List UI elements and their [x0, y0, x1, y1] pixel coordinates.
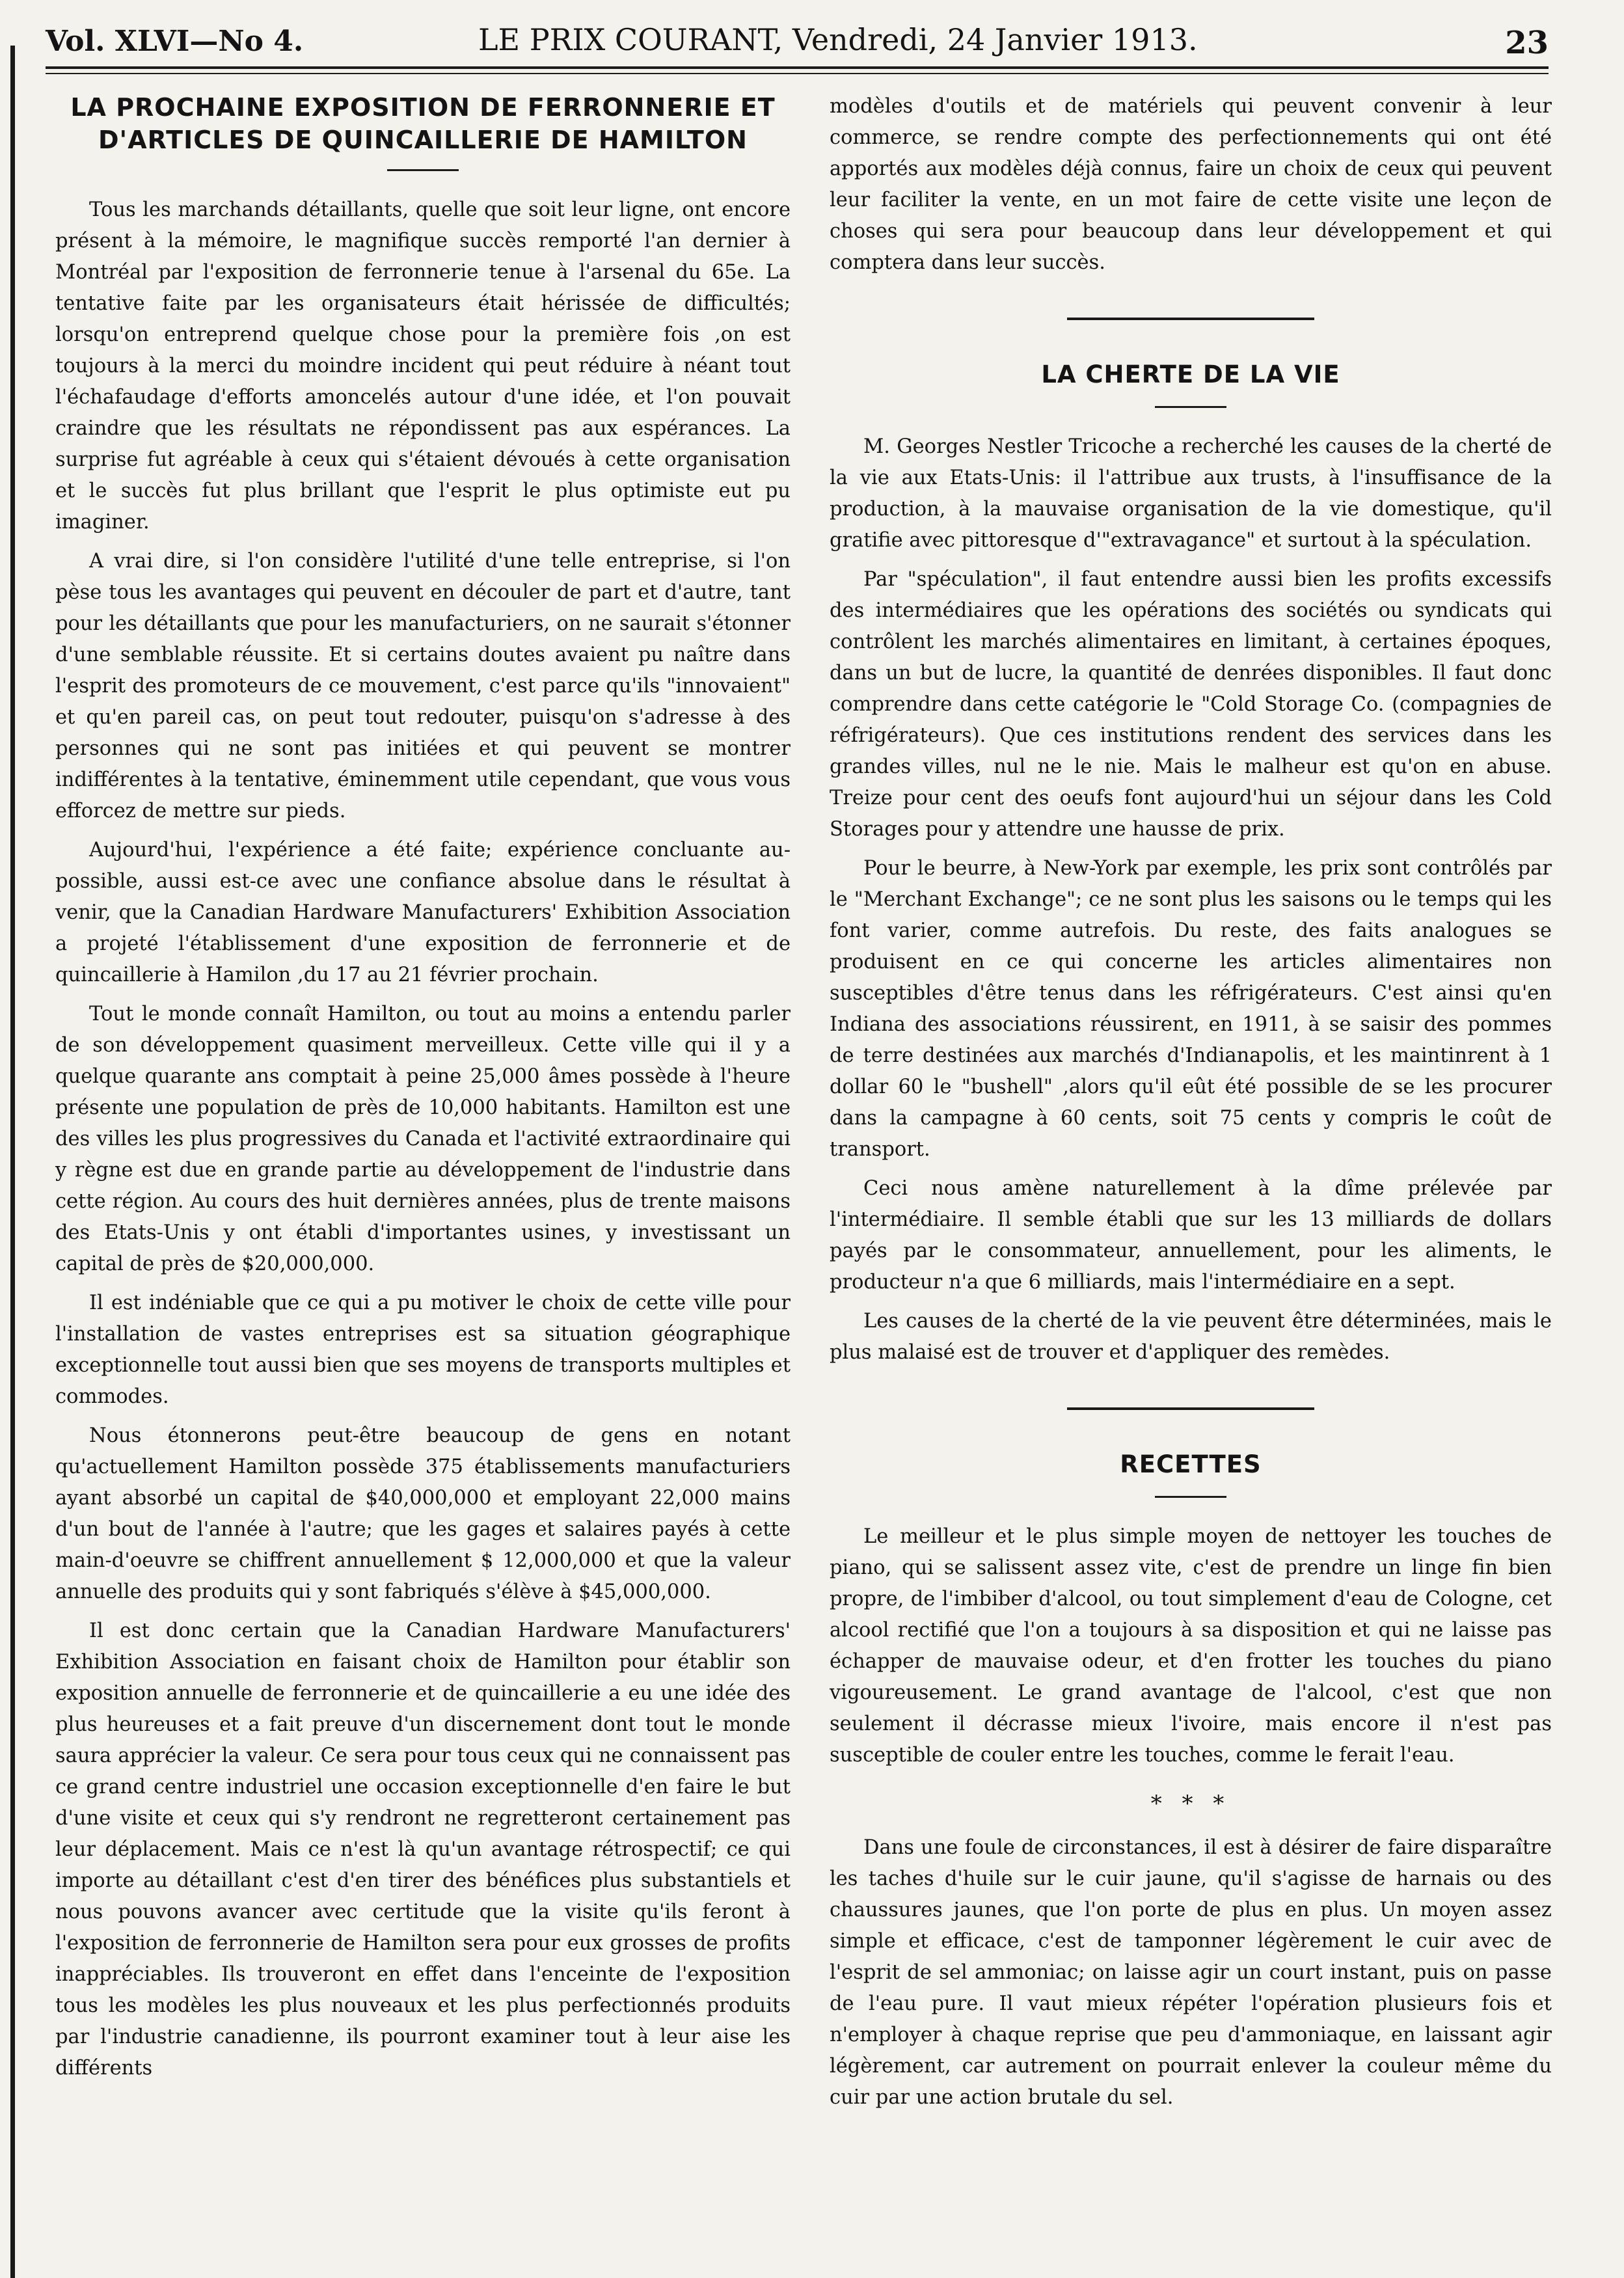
- article-cherte-title: LA CHERTE DE LA VIE: [1041, 360, 1340, 388]
- article-paragraph: Nous étonnerons peut-être beaucoup de gens en notant qu'actuellement Hamilton possède 375 établissements manufacturiers ayant absorbé un capital de $40,000,000 et employant 22,000 mains d'un bout de l'année à l'autre; que les gages et salaires payés à cette main-d'oeuvre se chiffrent annuellement $ 12,000,000 et que la valeur annuelle des produits qui y sont fabriqués s'élève à $45,000,000.: [55, 1424, 791, 1603]
- left-column: [55, 91, 791, 2092]
- section-divider: [1067, 318, 1314, 320]
- article-paragraph: Le meilleur et le plus simple moyen de nettoyer les touches de piano, qui se salissent assez vite, c'est de prendre un linge fin bien propre, de l'imbiber d'alcool, ou tout simplement d'eau de Cologne, cet alcool rectifié que l'on a toujours à sa disposition et qui ne laisse pas échapper de mauvaise odeur, et d'en frotter les touches du piano vigoureusement. Le grand avantage de l'alcool, c'est que non seulement il décrasse mieux l'ivoire, mais encore il n'est pas susceptible de couler entre les touches, comme le ferait l'eau.: [830, 1525, 1552, 1767]
- article-paragraph: Aujourd'hui, l'expérience a été faite; expérience concluante au-possible, aussi est-ce avec une confiance absolue dans le résultat à venir, que la Canadian Hardware Manufacturers' Exhibition Association a projeté l'établissement d'une exposition de ferronnerie et de quincaillerie à Hamilon ,du 17 au 21 février prochain.: [55, 839, 791, 986]
- article-paragraph: Ceci nous amène naturellement à la dîme prélevée par l'intermédiaire. Il semble établi que sur les 13 milliards de dollars payés par le consommateur, annuellement, pour les aliments, le producteur n'a que 6 milliards, mais l'intermédiaire en a sept.: [830, 1177, 1552, 1294]
- article-paragraph: Dans une foule de circonstances, il est à désirer de faire disparaître les taches d'huile sur le cuir jaune, qu'il s'agisse de harnais ou des chaussures jaunes, que l'on porte de plus en plus. Un moyen assez simple et efficace, c'est de tamponner légèrement le cuir avec de l'esprit de sel ammoniac; on laisse agir un court instant, puis on passe de l'eau pure. Il vaut mieux répéter l'opération plusieurs fois et n'employer à chaque reprise que peu d'ammoniaque, en laissant agir légèrement, car autrement on pourrait enlever la couleur même du cuir par une action brutale du sel.: [830, 1836, 1552, 2109]
- page-edge-rule: [10, 46, 15, 2278]
- title-rule: [1155, 406, 1226, 408]
- article-recettes-title: RECETTES: [1120, 1450, 1262, 1478]
- volume-number: Vol. XLVI—No 4.: [46, 25, 304, 58]
- article-paragraph: Il est indéniable que ce qui a pu motiver le choix de cette ville pour l'installation de vastes entreprises est sa situation géographique exceptionnelle tout aussi bien que ses moyens de transports multiples et commodes.: [55, 1292, 791, 1408]
- title-rule: [387, 169, 459, 171]
- article-paragraph: Il est donc certain que la Canadian Hardware Manufacturers' Exhibition Association en faisant choix de Hamilton pour établir son exposition annuelle de ferronnerie et de quincaillerie a eu une idée des plus heureuses et a fait preuve d'un discernement dont tout le monde saura apprécier la valeur. Ce sera pour tous ceux qui ne connaissent pas ce grand centre industriel une occasion exceptionnelle d'en faire le but d'une visite et ceux qui s'y rendront ne regretteront certainement pas leur déplacement. Mais ce n'est là qu'un avantage rétrospectif; ce qui importe au détaillant c'est d'en tirer des bénéfices plus substantiels et nous pouvons avancer avec certitude que la visite qu'ils feront à l'exposition de ferronnerie de Hamilton sera pour eux grosses de profits inappréciables. Ils trouveront en effet dans l'enceinte de l'exposition tous les modèles les plus nouveaux et les plus perfectionnés produits par l'industrie canadienne, ils pourront examiner tout à leur aise les différents: [55, 1620, 791, 2080]
- article-paragraph: Tous les marchands détaillants, quelle que soit leur ligne, ont encore présent à la mémoire, le magnifique succès remporté l'an dernier à Montréal par l'exposition de ferronnerie tenue à l'arsenal du 65e. La tentative faite par les organisateurs était hérissée de difficultés; lorsqu'on entreprend quelque chose pour la première fois ,on est toujours à la merci du moindre incident qui peut réduire à néant tout l'échafaudage d'efforts amoncelés autour d'une idée, et l'on pouvait craindre que les résultats ne répondissent pas aux espérances. La surprise fut agréable à ceux qui s'étaient dévoués à cette organisation et le succès fut plus brillant que l'esprit le plus optimiste eut pu imaginer.: [55, 198, 791, 534]
- article-paragraph: Par "spéculation", il faut entendre aussi bien les profits excessifs des intermédiaires que les opérations des sociétés ou syndicats qui contrôlent les marchés alimentaires en limitant, à certaines époques, dans un but de lucre, la quantité de denrées disponibles. Il faut donc comprendre dans cette catégorie le "Cold Storage Co. (compagnies de réfrigérateurs). Que ces institutions rendent des services dans les grandes villes, nul ne le nie. Mais le malheur est qu'on en abuse. Treize pour cent des oeufs font aujourd'hui un séjour dans les Cold Storages pour y attendre une hausse de prix.: [830, 568, 1552, 841]
- masthead: [46, 20, 1549, 65]
- masthead-rule: [46, 66, 1549, 69]
- article-continuation: modèles d'outils et de matériels qui peuvent convenir à leur commerce, se rendre compte des perfectionnements qui ont été apportés aux modèles déjà connus, faire un choix de ceux qui peuvent leur faciliter la vente, en un mot faire de cette visite une leçon de choses qui sera pour beaucoup dans leur développement et qui comptera dans leur succès.: [830, 95, 1552, 274]
- article-paragraph: M. Georges Nestler Tricoche a recherché les causes de la cherté de la vie aux Etats-Unis: il l'attribue aux trusts, à l'insuffisance de la production, à la mauvaise organisation de la vie domestique, qu'il gratifie avec pittoresque d'"extravagance" et surtout à la spéculation.: [830, 435, 1552, 552]
- section-divider: [1067, 1407, 1314, 1410]
- article-hamilton-title: LA PROCHAINE EXPOSITION DE FERRONNERIE ET D'ARTICLES DE QUINCAILLERIE DE HAMILTON: [70, 93, 776, 154]
- newspaper-title: LE PRIX COURANT, Vendredi, 24 Janvier 1913.: [478, 22, 1198, 57]
- page-number: 23: [1505, 25, 1549, 61]
- right-column: [830, 91, 1552, 2121]
- article-paragraph: Pour le beurre, à New-York par exemple, les prix sont contrôlés par le "Merchant Exchange"; ce ne sont plus les saisons ou le temps qui les font varier, comme autrefois. Du reste, des faits analogues se produisent en ce qui concerne les articles alimentaires non susceptibles d'être tenus dans les réfrigérateurs. C'est ainsi qu'en Indiana des associations réussirent, en 1911, à se saisir des pommes de terre destinées aux marchés d'Indianapolis, et les maintinrent à 1 dollar 60 le "bushell" ,alors qu'il eût été possible de se les procurer dans la campagne à 60 cents, soit 75 cents y compris le coût de transport.: [830, 857, 1552, 1161]
- masthead-rule-thin: [46, 73, 1549, 74]
- article-paragraph: A vrai dire, si l'on considère l'utilité d'une telle entreprise, si l'on pèse tous les avantages qui peuvent en découler de part et d'autre, tant pour les détaillants que pour les manufacturiers, on ne saurait s'étonner d'une semblable réussite. Et si certains doutes avaient pu naître dans l'esprit des promoteurs de ce mouvement, c'est parce qu'ils "innovaient" et qu'en pareil cas, on peut tout redouter, puisqu'on s'adresse à des personnes qui ne sont pas initiées et qui peuvent se montrer indifférentes à la tentative, éminemment utile cependant, que vous vous efforcez de mettre sur pieds.: [55, 550, 791, 822]
- title-rule: [1155, 1496, 1226, 1498]
- article-paragraph: Tout le monde connaît Hamilton, ou tout au moins a entendu parler de son développement quasiment merveilleux. Cette ville qui il y a quelque quarante ans comptait à peine 25,000 âmes possède à l'heure présente une population de près de 10,000 habitants. Hamilton est une des villes les plus progressives du Canada et l'activité extraordinaire qui y règne est due en grande partie au développement de l'industrie dans cette région. Au cours des huit dernières années, plus de trente maisons des Etats-Unis y ont établi d'importantes usines, y investissant un capital de près de $20,000,000.: [55, 1003, 791, 1275]
- asterism-separator: * * *: [1150, 1791, 1231, 1817]
- article-paragraph: Les causes de la cherté de la vie peuvent être déterminées, mais le plus malaisé est de trouver et d'appliquer des remèdes.: [830, 1310, 1552, 1364]
